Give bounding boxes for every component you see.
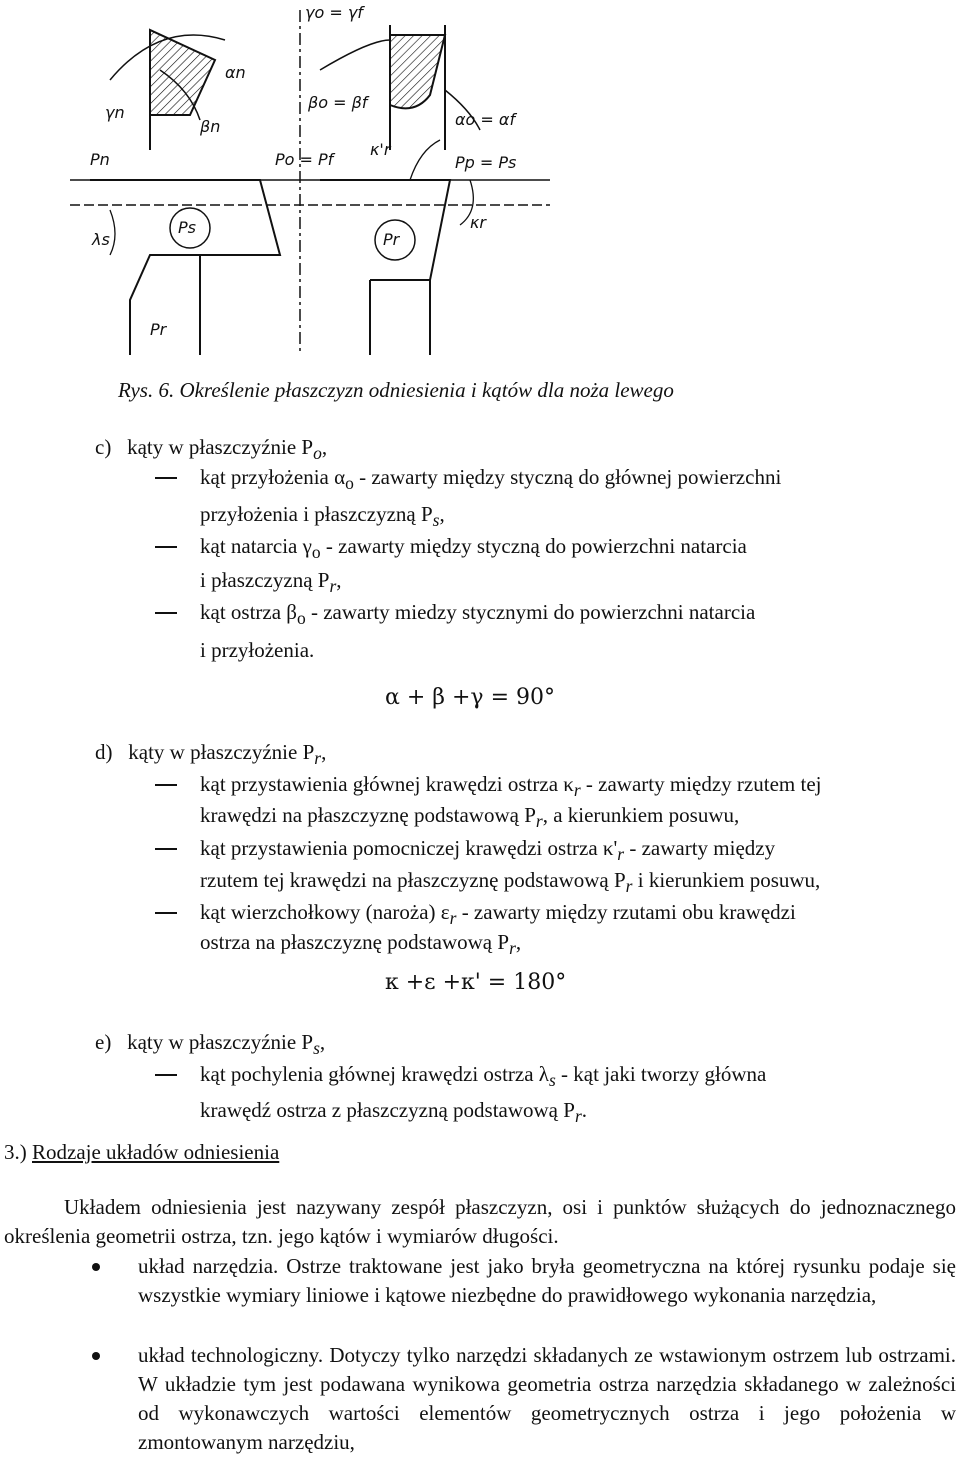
- dash-e1: [155, 1074, 177, 1076]
- section-e-title: kąty w płaszczyźnie P: [127, 1030, 314, 1054]
- bullet-text-2: układ technologiczny. Dotyczy tylko narzędzi składanych ze wstawionym ostrzem lub ostrzami. W układzie tym jest podawana wynikowa geometria ostrza narzędzia składanego w zależności od wykonawczych wartości elementów geometrycznych ostrza i jego położenia w zmontowanym narzędziu,: [138, 1343, 956, 1454]
- figure-caption: Rys. 6. Określenie płaszczyzn odniesienia i kątów dla noża lewego: [118, 378, 674, 402]
- item-rest: ,: [439, 502, 445, 526]
- dash-d3: [155, 912, 177, 914]
- section-d-heading: d) kąty w płaszczyźnie $P_r$,: [95, 740, 327, 769]
- dash-c3: [155, 612, 177, 614]
- item-rest: - zawarty między rzutami obu krawędzi: [456, 900, 796, 924]
- item-rest: .: [581, 1098, 587, 1122]
- section-e-item: [200, 1060, 766, 1095]
- equation-c: α + β +γ = 90°: [385, 685, 555, 710]
- dash-c2: [155, 546, 177, 548]
- item-sub: r: [573, 780, 581, 801]
- label-alpha-n: αn: [225, 63, 246, 82]
- item-text: kąt natarcia γ: [200, 534, 312, 558]
- item-sub: o: [345, 473, 354, 494]
- label-alpha-o: αo = αf: [455, 110, 516, 129]
- section-d-item-2-line2: [200, 866, 820, 901]
- section-c-item-3-line2: [200, 636, 314, 665]
- label-gamma-n: γn: [105, 103, 125, 122]
- item-rest: - zawarty miedzy stycznymi do powierzchni natarcia: [305, 600, 756, 624]
- item-text: przyłożenia i płaszczyzną P: [200, 502, 433, 526]
- item-text: kąt przystawienia głównej krawędzi ostrza κ: [200, 772, 574, 796]
- tool-angle-diagram: [50, 0, 550, 360]
- item-sub: r: [617, 844, 625, 865]
- label-p-o: Po = Pf: [275, 150, 334, 169]
- item-sub: r: [574, 1106, 582, 1127]
- item-sub: r: [535, 811, 543, 832]
- section-d-sub: r: [314, 748, 322, 769]
- item-sub: r: [329, 576, 337, 597]
- section-d-item-1: [200, 770, 821, 805]
- item-rest: - zawarty między styczną do głównej powierzchni: [353, 465, 782, 489]
- label-lambda-s: λs: [92, 230, 110, 249]
- item-text: kąt pochylenia głównej krawędzi ostrza λ: [200, 1062, 549, 1086]
- section-c-prefix: c): [95, 435, 112, 459]
- section-c-title: kąty w płaszczyźnie P: [127, 435, 314, 459]
- item-text: krawędź ostrza z płaszczyzną podstawową P: [200, 1098, 575, 1122]
- section-e-item-line2: [200, 1096, 587, 1131]
- label-p-s-circle: Ps: [178, 218, 196, 237]
- section-c-item-2: [200, 532, 747, 567]
- section-c-item-1-line2: [200, 500, 445, 535]
- item-rest: - kąt jaki tworzy główna: [555, 1062, 767, 1086]
- section-3-paragraph: Układem odniesienia jest nazywany zespół płaszczyzn, osi i punktów służących do jednoznacznego określenia geometrii ostrza, tzn. jego kątów i wymiarów długości.: [4, 1195, 956, 1248]
- item-text: rzutem tej krawędzi na płaszczyznę podstawową P: [200, 868, 626, 892]
- dash-c1: [155, 477, 177, 479]
- label-p-r-circle: Pr: [383, 230, 400, 249]
- label-p-p: Pp = Ps: [455, 153, 517, 172]
- section-3-title: Rodzaje układów odniesienia: [32, 1140, 280, 1164]
- section-3-number: 3.): [4, 1140, 27, 1164]
- bullet-2: [92, 1352, 100, 1360]
- item-rest: i kierunkiem posuwu,: [632, 868, 821, 892]
- item-rest: , a kierunkiem posuwu,: [542, 803, 740, 827]
- item-rest: ,: [515, 930, 522, 954]
- section-d-item-1-line2: [200, 801, 739, 836]
- item-text: kąt ostrza β: [200, 600, 297, 624]
- section-d-prefix: d): [95, 740, 113, 764]
- item-text: kąt przyłożenia α: [200, 465, 346, 489]
- item-sub: s: [548, 1070, 556, 1091]
- section-c-item-3: [200, 598, 755, 633]
- item-rest: ,: [336, 568, 342, 592]
- section-c-sub: o: [313, 443, 322, 464]
- item-text: i płaszczyzną P: [200, 568, 330, 592]
- section-e-sub: s: [313, 1038, 320, 1059]
- item-sub: r: [625, 876, 633, 897]
- section-c-item-2-line2: [200, 566, 342, 601]
- item-rest: - zawarty między styczną do powierzchni natarcia: [320, 534, 747, 558]
- item-text: kąt przystawienia pomocniczej krawędzi ostrza κ': [200, 836, 618, 860]
- label-kappa-r: κr: [470, 213, 487, 232]
- section-d-item-2: [200, 834, 775, 869]
- item-sub: s: [432, 510, 440, 531]
- item-rest: - zawarty między: [624, 836, 776, 860]
- item-sub: o: [296, 608, 306, 629]
- bullet-text-1: układ narzędzia. Ostrze traktowane jest jako bryła geometryczna na której rysunku podaje się wszystkie wymiary liniowe i kątowe niezbędne do prawidłowego wykonania narzędzia,: [138, 1254, 956, 1307]
- item-sub: r: [509, 938, 516, 959]
- item-text: kąt wierzchołkowy (naroża) ε: [200, 900, 450, 924]
- dash-d2: [155, 848, 177, 850]
- label-kappa-r-prime: κ'r: [370, 140, 391, 159]
- label-p-r-bottom: Pr: [150, 320, 167, 339]
- dash-d1: [155, 784, 177, 786]
- section-c-item-1: [200, 463, 781, 498]
- section-c-heading: c) kąty w płaszczyźnie $P_o$,: [95, 435, 328, 464]
- item-text: i przyłożenia.: [200, 638, 315, 662]
- bullet-1: [92, 1263, 100, 1271]
- label-p-n: Pn: [90, 150, 110, 169]
- section-d-item-3-line2: [200, 928, 521, 963]
- label-gamma-o: γo = γf: [305, 3, 363, 22]
- equation-d: κ +ε +κ' = 180°: [385, 970, 567, 995]
- item-sub: r: [449, 908, 457, 929]
- label-beta-o: βo = βf: [308, 93, 368, 112]
- section-d-title: kąty w płaszczyźnie P: [128, 740, 315, 764]
- label-beta-n: βn: [200, 117, 221, 136]
- item-sub: o: [311, 542, 321, 563]
- item-text: krawędzi na płaszczyznę podstawową P: [200, 803, 536, 827]
- section-e-heading: e) kąty w płaszczyźnie $P_s$,: [95, 1030, 326, 1059]
- item-text: ostrza na płaszczyznę podstawową P: [200, 930, 510, 954]
- item-rest: - zawarty między rzutem tej: [580, 772, 822, 796]
- section-3-heading: [4, 1138, 279, 1167]
- section-e-prefix: e): [95, 1030, 112, 1054]
